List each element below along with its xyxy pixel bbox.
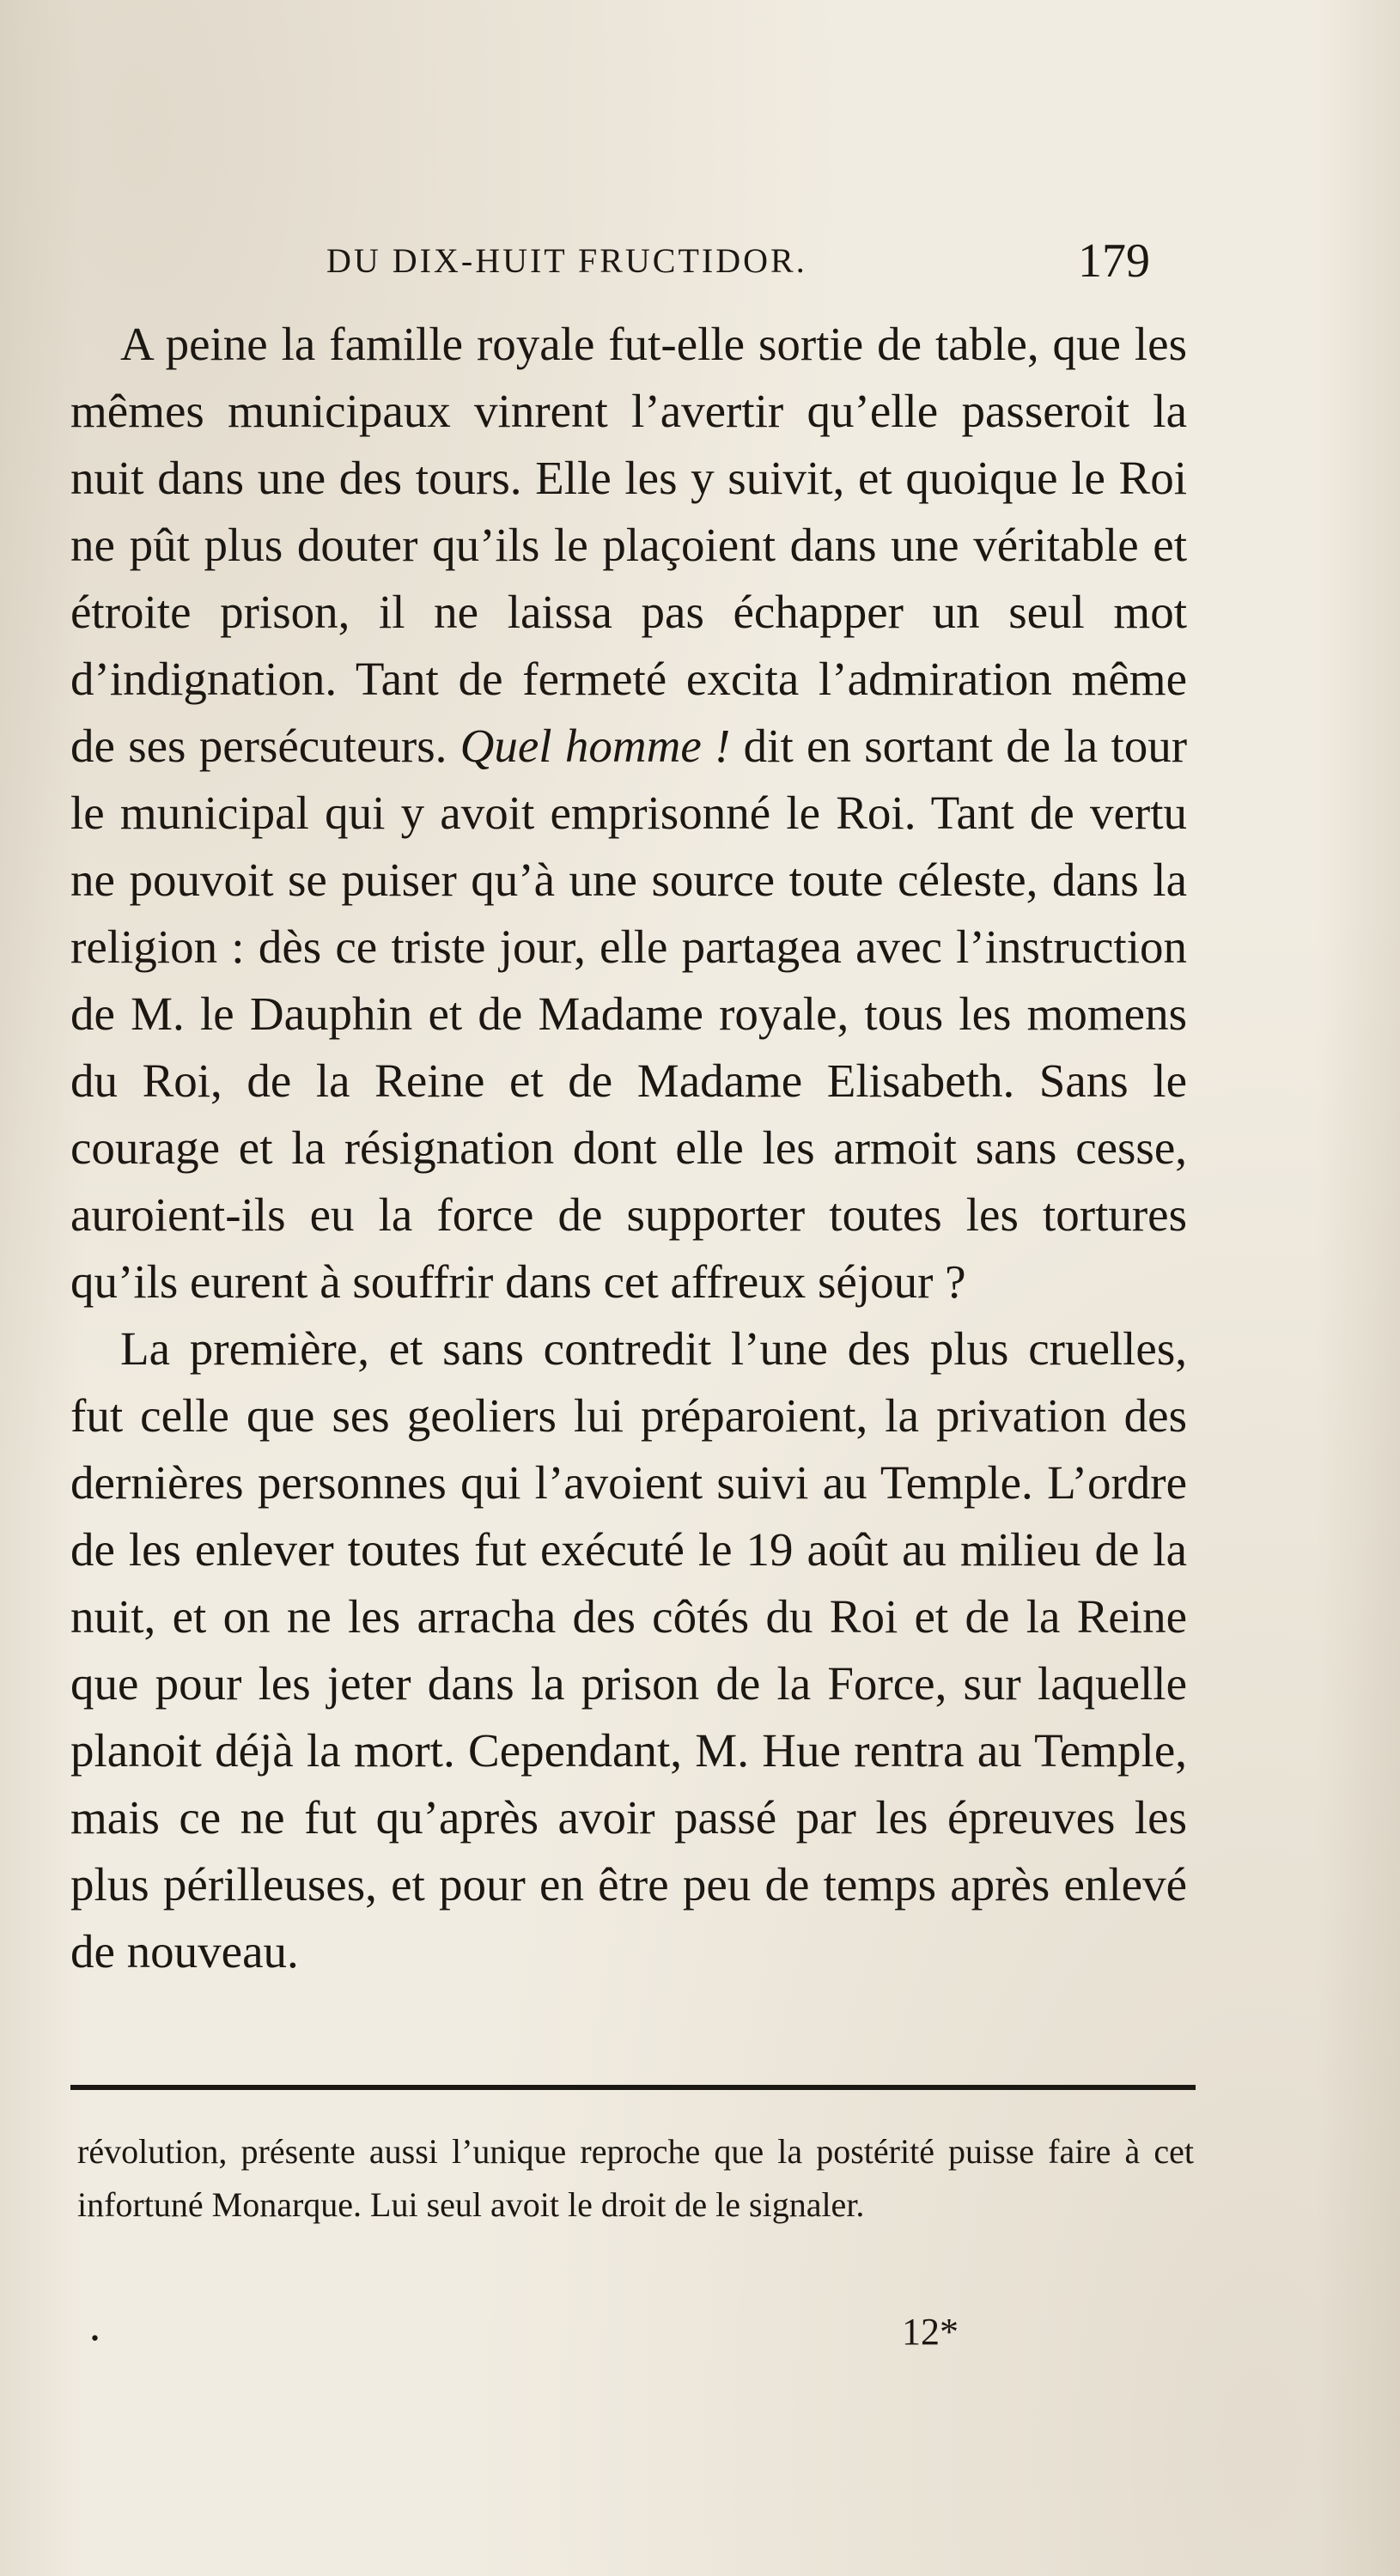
main-text	[70, 311, 1187, 1985]
footnote-rule	[70, 2085, 1196, 2090]
footnote-text: révolution, présente aussi l’unique reproche que la postérité puisse faire à cet infortuné Monarque. Lui seul avoit le droit de le signaler.	[77, 2132, 1194, 2224]
running-title: DU DIX-HUIT FRUCTIDOR.	[326, 241, 807, 280]
page-number: 179	[1078, 234, 1150, 288]
signature-mark: 12*	[902, 2311, 959, 2353]
bullet-mark: •	[89, 2329, 100, 2350]
paragraph-1	[70, 311, 1187, 1315]
paragraph-1-end: dit en sortant de la tour le municipal qui y avoit emprisonné le Roi. Tant de vertu ne pouvoit se puiser qu’à une source toute céleste, dans la religion : dès ce triste jour, elle partagea avec l’instruction de M. le Dauphin et de Madame royale, tous les momens du Roi, de la Reine et de Madame Elisabeth. Sans le courage et la résignation dont elle les armoit sans cesse, auroient-ils eu la force de supporter toutes les tortures qu’ils eurent à souffrir dans cet affreux séjour ?	[70, 720, 1188, 1308]
footnote	[77, 2125, 1194, 2232]
paragraph-1-start: A peine la famille royale fut-elle sortie de table, que les mêmes municipaux vinrent l’avertir qu’elle passeroit la nuit dans une des tours. Elle les y suivit, et quoique le Roi ne pût plus douter qu’ils le plaçoient dans une véritable et étroite prison, il ne laissa pas échapper un seul mot d’indignation. Tant de fermeté excita l’admiration même de ses persécuteurs.	[70, 318, 1187, 772]
paragraph-2: La première, et sans contredit l’une des plus cruelles, fut celle que ses geoliers lui préparoient, la privation des dernières personnes qui l’avoient suivi au Temple. L’ordre de les enlever toutes fut exécuté le 19 août au milieu de la nuit, et on ne les arracha des côtés du Roi et de la Reine que pour les jeter dans la prison de la Force, sur laquelle planoit déjà la mort. Cependant, M. Hue rentra au Temple, mais ce ne fut qu’après avoir passé par les épreuves les plus périlleuses, et pour en être peu de temps après enlevé de nouveau.	[70, 1322, 1187, 1978]
paragraph-1-emphasis: Quel homme !	[460, 720, 731, 772]
